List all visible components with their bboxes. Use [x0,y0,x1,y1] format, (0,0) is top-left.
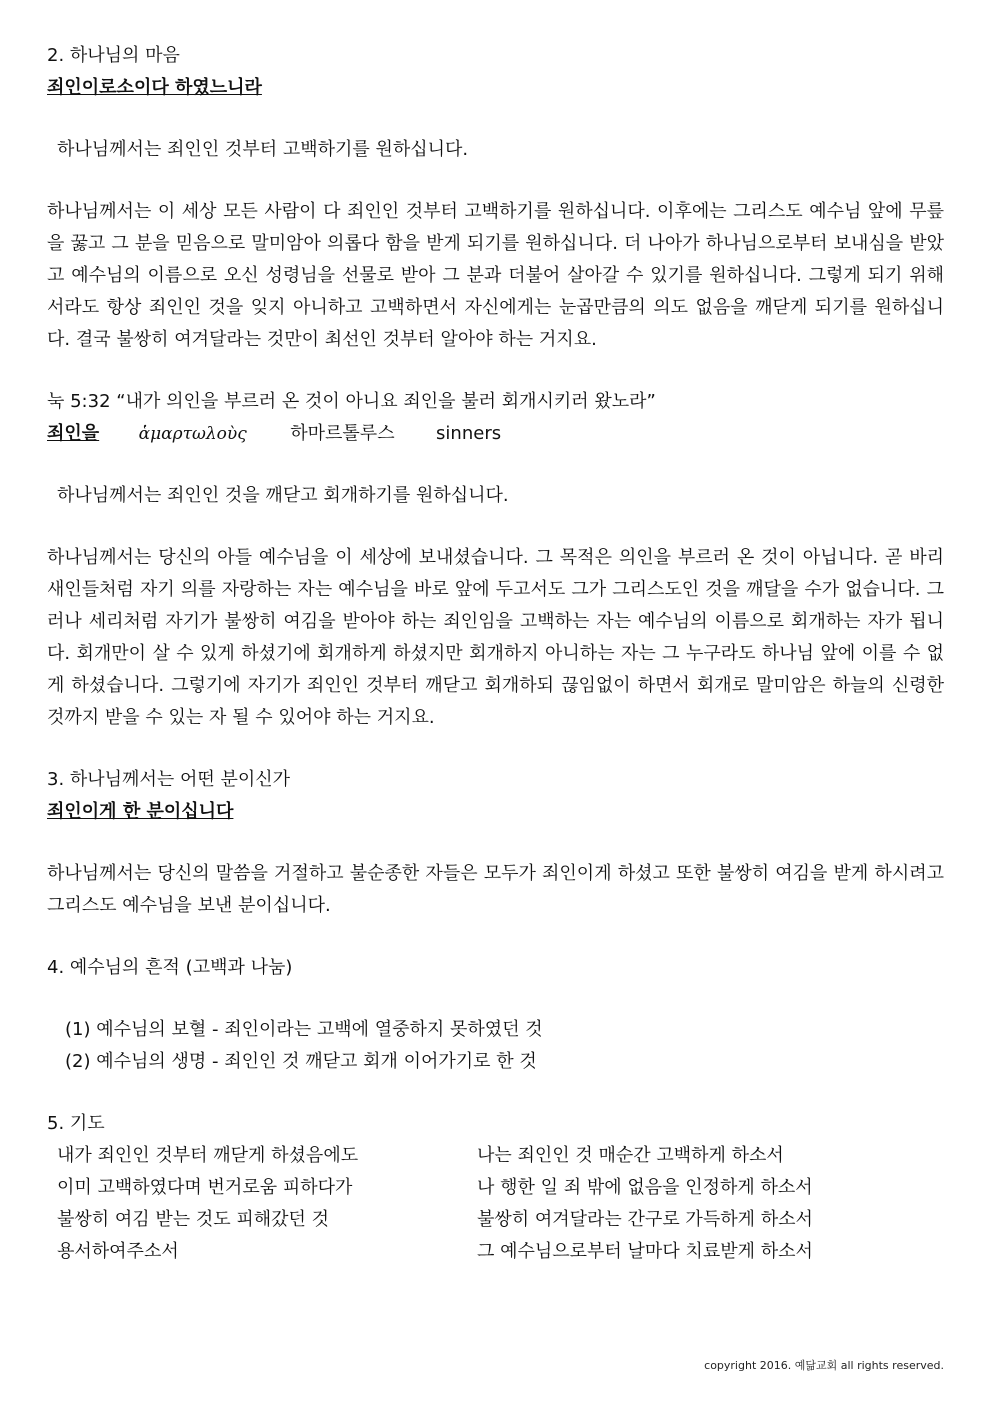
prayer-left-line: 이미 고백하였다며 번거로움 피하다가 [57,1177,353,1198]
section-2-intro: 하나님께서는 죄인인 것부터 고백하기를 원하십니다. [57,139,469,160]
copyright-notice: copyright 2016. 예닮교회 all rights reserved. [704,1359,944,1372]
document-page [47,40,944,1268]
prayer-left-line: 내가 죄인인 것부터 깨닫게 하셨음에도 [57,1145,359,1166]
prayer-left-line: 용서하여주소서 [57,1241,179,1262]
word-label: 죄인을 [47,423,100,444]
section-2-body-2: 하나님께서는 당신의 아들 예수님을 이 세상에 보내셨습니다. 그 목적은 의인을 부르러 온 것이 아닙니다. 곧 바리새인들처럼 자기 의를 자랑하는 자는 예수님을 바로 앞에 두고서도 그가 그리스도인 것을 깨달을 수가 없습니다. 그러나 세리처럼 자기가 불쌍히 여김을 받아야 하는 죄인임을 고백하는 자는 예수님의 이름으로 회개하는 자가 됩니다. 회개만이 살 수 있게 하셨기에 회개하게 하셨지만 회개하지 아니하는 자는 그 누구라도 하나님 앞에 이를 수 없게 하셨습니다. 그렇기에 자기가 죄인인 것부터 깨닫고 회개하되 끊임없이 하면서 회개로 말미암은 하늘의 신령한 것까지 받을 수 있는 자 될 수 있어야 하는 거지요. [47,547,944,728]
section-3-heading: 3. 하나님께서는 어떤 분이신가 [47,769,290,790]
transliteration: 하마르톨루스 [290,423,395,444]
section-3-body: 하나님께서는 당신의 말씀을 거절하고 불순종한 자들은 모두가 죄인이게 하셨고 또한 불쌍히 여김을 받게 하시려고 그리스도 예수님을 보낸 분이십니다. [47,863,944,916]
section-4-item-1: (1) 예수님의 보혈 - 죄인이라는 고백에 열중하지 못하였던 것 [65,1019,543,1040]
prayer-right-line: 나는 죄인인 것 매순간 고백하게 하소서 [477,1145,784,1166]
greek-word: ἁμαρτωλοὺς [138,424,247,444]
prayer-right-line: 나 행한 일 죄 밖에 없음을 인정하게 하소서 [477,1177,813,1198]
section-2-title: 죄인이로소이다 하였느니라 [47,77,262,98]
section-4-heading: 4. 예수님의 흔적 (고백과 나눔) [47,957,293,978]
section-3-title: 죄인이게 한 분이십니다 [47,801,234,822]
bible-verse: 눅 5:32 “내가 의인을 부르러 온 것이 아니요 죄인을 불러 회개시키러 왔노라” [47,391,656,412]
prayer-left-line: 불쌍히 여김 받는 것도 피해갔던 것 [57,1209,330,1230]
section-5-heading: 5. 기도 [47,1113,105,1134]
prayer-right-line: 불쌍히 여겨달라는 간구로 가득하게 하소서 [477,1209,813,1230]
prayer-right-line: 그 예수님으로부터 날마다 치료받게 하소서 [477,1241,813,1262]
word-study-row [47,418,944,450]
english-word: sinners [436,423,502,444]
prayer-grid [47,1140,944,1268]
section-2-body: 하나님께서는 이 세상 모든 사람이 다 죄인인 것부터 고백하기를 원하십니다. 이후에는 그리스도 예수님 앞에 무릎을 꿇고 그 분을 믿음으로 말미암아 의롭다 함을 받게 되기를 원하십니다. 더 나아가 하나님으로부터 보내심을 받았고 예수님의 이름으로 오신 성령님을 선물로 받아 그 분과 더불어 살아갈 수 있기를 원하십니다. 그렇게 되기 위해서라도 항상 죄인인 것을 잊지 아니하고 고백하면서 자신에게는 눈곱만큼의 의도 없음을 깨닫게 되기를 원하십니다. 결국 불쌍히 여겨달라는 것만이 최선인 것부터 알아야 하는 거지요. [47,201,944,350]
section-2-heading: 2. 하나님의 마음 [47,45,180,66]
section-2-intro-2: 하나님께서는 죄인인 것을 깨닫고 회개하기를 원하십니다. [57,485,509,506]
section-4-item-2: (2) 예수님의 생명 - 죄인인 것 깨닫고 회개 이어가기로 한 것 [65,1051,537,1072]
